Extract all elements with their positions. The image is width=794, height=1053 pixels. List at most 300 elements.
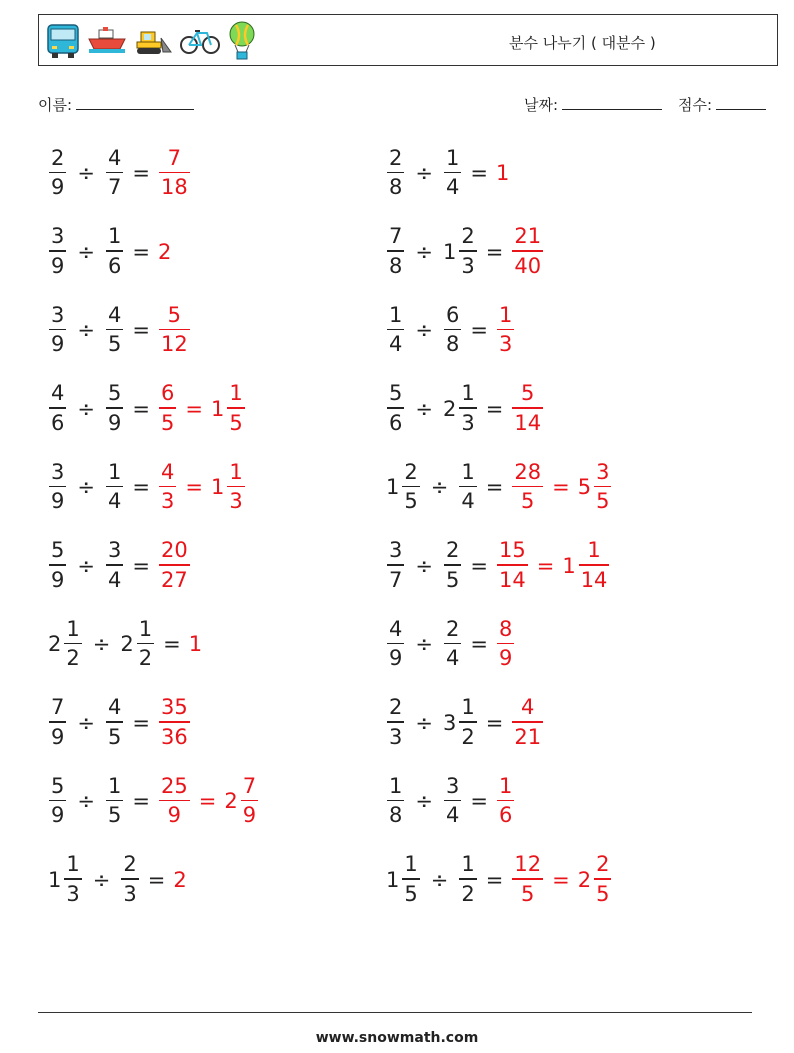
denominator: 9 (51, 724, 65, 749)
numerator: 2 (389, 695, 403, 720)
answer-value (509, 383, 546, 434)
numerator: 4 (160, 459, 175, 484)
numerator: 5 (389, 381, 403, 406)
divide-sign: ÷ (415, 239, 433, 264)
bus-icon (45, 22, 81, 60)
numerator: 5 (51, 773, 65, 798)
answer (171, 868, 186, 892)
fraction (106, 540, 123, 591)
dividend (46, 145, 69, 200)
whole-number: 1 (210, 475, 225, 499)
numerator: 1 (66, 852, 80, 877)
denominator: 9 (51, 253, 65, 278)
whole-number: 1 (562, 553, 576, 578)
equals-sign: = (485, 710, 504, 735)
equals-sign: = (470, 553, 488, 578)
denominator: 9 (51, 489, 65, 514)
worksheet-header (38, 14, 778, 66)
fraction (594, 854, 611, 905)
denominator: 14 (514, 410, 542, 435)
numerator: 3 (445, 773, 460, 798)
denominator: 3 (461, 410, 475, 435)
problem-item (384, 222, 546, 282)
answer-value (156, 302, 193, 357)
denominator: 5 (596, 881, 610, 906)
dividend (46, 302, 69, 357)
numerator: 3 (596, 459, 610, 484)
numerator: 1 (498, 773, 513, 798)
divide-sign: ÷ (430, 475, 449, 499)
fraction (387, 226, 404, 277)
divisor (103, 302, 126, 357)
whole-number: 1 (210, 396, 225, 421)
denominator: 5 (107, 332, 122, 357)
denominator: 9 (51, 567, 65, 592)
denominator: 9 (107, 410, 122, 435)
problem-item (46, 614, 202, 674)
equals-sign: = (132, 318, 150, 342)
divide-sign: ÷ (415, 318, 433, 342)
fraction (159, 697, 190, 748)
fraction (594, 459, 611, 514)
denominator: 3 (229, 489, 243, 514)
denominator: 6 (389, 410, 403, 435)
fraction (387, 773, 404, 828)
numerator: 1 (461, 695, 475, 720)
fraction (512, 459, 543, 514)
dividend (384, 773, 407, 828)
equals-sign: = (185, 396, 203, 421)
fraction (459, 383, 476, 434)
numerator: 4 (107, 145, 122, 170)
numerator: 5 (51, 538, 65, 563)
denominator: 7 (107, 175, 122, 200)
denominator: 8 (445, 332, 460, 357)
answer-value (576, 854, 615, 905)
whole-number: 1 (495, 161, 510, 185)
fraction (64, 854, 81, 905)
answer-value (494, 161, 509, 185)
divisor (118, 854, 141, 905)
fraction (49, 540, 66, 591)
numerator: 2 (445, 538, 460, 563)
denominator: 3 (498, 332, 513, 357)
problem-item (46, 693, 193, 753)
fraction (444, 616, 461, 671)
whole-number: 2 (173, 867, 187, 892)
equals-sign: = (132, 396, 150, 421)
divide-sign: ÷ (77, 553, 95, 578)
divide-sign: ÷ (92, 867, 111, 892)
numerator: 35 (160, 695, 188, 720)
equals-sign: = (147, 867, 166, 892)
divisor (103, 773, 126, 828)
answer-value (494, 540, 531, 591)
equals-sign: = (485, 239, 504, 264)
fraction (49, 145, 66, 200)
dividend (384, 383, 407, 434)
fraction (497, 773, 514, 828)
whole-number: 2 (48, 632, 62, 656)
fraction (49, 226, 66, 277)
problem-item (46, 536, 193, 596)
numerator: 20 (160, 538, 188, 563)
fraction (387, 145, 404, 200)
fraction (49, 697, 66, 748)
answer-value (509, 226, 546, 277)
answer-value (209, 459, 248, 514)
denominator: 5 (107, 724, 122, 749)
fraction (512, 383, 543, 434)
fraction (137, 616, 154, 671)
answer (494, 540, 612, 591)
denominator: 3 (389, 724, 403, 749)
numerator: 2 (596, 852, 610, 877)
fraction (106, 302, 123, 357)
name-label: 이름: (38, 96, 73, 114)
answer-value (509, 854, 546, 905)
numerator: 4 (107, 302, 122, 327)
whole-number: 1 (386, 475, 400, 499)
whole-number: 1 (386, 867, 400, 892)
divisor (456, 854, 479, 905)
fraction (402, 854, 419, 905)
denominator: 6 (51, 410, 65, 435)
fraction (387, 540, 404, 591)
answer-value (509, 697, 546, 748)
date-blank[interactable] (562, 95, 662, 110)
problem-item (384, 614, 517, 674)
footer-url: www.snowmath.com (315, 1030, 479, 1046)
dividend (46, 383, 69, 434)
dividend (384, 854, 423, 905)
numerator: 1 (107, 459, 122, 484)
fraction (497, 540, 528, 591)
answer-value (156, 240, 171, 264)
fraction (387, 697, 404, 748)
problem-item (46, 457, 248, 517)
date-label: 날짜: (524, 96, 559, 114)
answer-value (509, 459, 546, 514)
divisor (103, 383, 126, 434)
denominator: 9 (51, 175, 65, 200)
denominator: 5 (521, 489, 535, 514)
numerator: 7 (242, 773, 257, 798)
problem-item (46, 143, 193, 203)
numerator: 3 (389, 538, 403, 563)
answer-value (560, 540, 612, 591)
score-blank[interactable] (716, 95, 766, 110)
numerator: 1 (461, 459, 475, 484)
numerator: 7 (167, 145, 182, 170)
numerator: 4 (107, 695, 122, 720)
denominator: 4 (107, 567, 122, 592)
numerator: 1 (66, 616, 80, 641)
numerator: 6 (160, 381, 175, 406)
fraction (159, 459, 176, 514)
fraction (159, 773, 190, 828)
denominator: 5 (229, 410, 243, 435)
equals-sign: = (485, 867, 504, 892)
whole-number: 1 (48, 867, 62, 892)
equals-sign: = (163, 632, 181, 656)
fraction (497, 616, 514, 671)
numerator: 2 (404, 459, 418, 484)
numerator: 5 (107, 381, 122, 406)
divisor (441, 226, 480, 277)
answer (509, 459, 614, 514)
denominator: 9 (51, 332, 65, 357)
denominator: 6 (498, 803, 513, 828)
answer (494, 302, 517, 357)
divide-sign: ÷ (77, 789, 95, 813)
denominator: 4 (461, 489, 475, 514)
name-blank[interactable] (76, 95, 194, 110)
fraction (159, 383, 176, 434)
fraction (459, 854, 476, 905)
numerator: 1 (587, 538, 601, 563)
dividend (384, 302, 407, 357)
denominator: 5 (596, 489, 610, 514)
denominator: 9 (389, 646, 403, 671)
equals-sign: = (552, 475, 570, 499)
whole-number: 2 (120, 632, 134, 656)
answer-value (171, 868, 186, 892)
divisor (441, 145, 464, 200)
answer-value (222, 773, 261, 828)
fraction (444, 302, 461, 357)
answer (509, 697, 546, 748)
divisor (118, 616, 157, 671)
answer-value (494, 616, 517, 671)
divide-sign: ÷ (415, 161, 433, 185)
numerator: 1 (461, 381, 475, 406)
answer (509, 854, 614, 905)
fraction (159, 302, 190, 357)
fraction (106, 773, 123, 828)
numerator: 12 (514, 852, 542, 877)
equals-sign: = (552, 867, 570, 892)
header-icons (45, 21, 257, 61)
answer-value (156, 540, 193, 591)
denominator: 27 (160, 567, 188, 592)
dividend (46, 854, 85, 905)
equals-sign: = (470, 632, 488, 656)
fraction (459, 459, 476, 514)
numerator: 2 (51, 145, 65, 170)
fraction (106, 697, 123, 748)
answer-value (494, 773, 517, 828)
whole-number: 1 (442, 239, 457, 264)
numerator: 1 (498, 302, 513, 327)
answer-value (156, 459, 179, 514)
equals-sign: = (132, 789, 150, 813)
denominator: 2 (138, 646, 153, 671)
fraction (106, 383, 123, 434)
answer (494, 161, 509, 185)
problem-item (384, 536, 612, 596)
equals-sign: = (470, 318, 488, 342)
divisor (441, 383, 480, 434)
dividend (384, 540, 407, 591)
equals-sign: = (485, 396, 504, 421)
numerator: 4 (389, 616, 403, 641)
score-field (678, 94, 766, 115)
name-field (38, 94, 194, 115)
fraction (49, 459, 66, 514)
problem-item (46, 771, 261, 831)
equals-sign: = (132, 161, 150, 185)
denominator: 5 (160, 410, 175, 435)
divisor (441, 773, 464, 828)
answer-value (576, 459, 615, 514)
problem-item (46, 850, 187, 910)
worksheet-title: 분수 나누기 ( 대분수 ) (509, 34, 656, 52)
fraction (227, 383, 244, 434)
answer (494, 616, 517, 671)
fraction (444, 145, 461, 200)
equals-sign: = (132, 239, 150, 264)
denominator: 40 (514, 253, 542, 278)
equals-sign: = (470, 789, 488, 813)
divide-sign: ÷ (415, 710, 433, 735)
denominator: 36 (160, 724, 188, 749)
fraction (444, 540, 461, 591)
fraction (387, 616, 404, 671)
whole-number: 2 (224, 789, 238, 813)
divide-sign: ÷ (77, 396, 95, 421)
denominator: 8 (389, 175, 403, 200)
divide-sign: ÷ (415, 553, 433, 578)
equals-sign: = (132, 710, 150, 735)
fraction (459, 226, 476, 277)
problem-item (384, 143, 509, 203)
denominator: 7 (389, 567, 403, 592)
answer (509, 383, 546, 434)
fraction (49, 773, 66, 828)
answer (187, 632, 202, 656)
numerator: 2 (389, 145, 403, 170)
divisor (103, 459, 126, 514)
fraction (512, 697, 543, 748)
fraction (241, 773, 258, 828)
divide-sign: ÷ (77, 710, 95, 735)
answer (156, 383, 248, 434)
denominator: 5 (107, 803, 122, 828)
numerator: 3 (51, 224, 65, 249)
numerator: 3 (51, 459, 65, 484)
fraction (49, 383, 66, 434)
whole-number: 2 (577, 867, 592, 892)
divide-sign: ÷ (430, 867, 449, 892)
numerator: 8 (498, 616, 513, 641)
problem-item (384, 379, 546, 439)
answer (156, 240, 171, 264)
numerator: 1 (229, 459, 243, 484)
score-label: 점수: (678, 96, 713, 114)
denominator: 5 (521, 881, 535, 906)
divide-sign: ÷ (415, 789, 433, 813)
fraction (387, 383, 404, 434)
numerator: 1 (107, 224, 122, 249)
numerator: 25 (160, 773, 188, 798)
denominator: 3 (66, 881, 80, 906)
problem-item (46, 379, 248, 439)
problem-item (46, 222, 171, 282)
denominator: 14 (580, 567, 608, 592)
whole-number: 3 (442, 710, 457, 735)
problem-item (384, 300, 517, 360)
fraction (512, 226, 543, 277)
divide-sign: ÷ (415, 632, 433, 656)
divisor (441, 540, 464, 591)
fraction (106, 226, 123, 277)
fraction (497, 302, 514, 357)
fraction (579, 540, 610, 591)
denominator: 21 (514, 724, 542, 749)
dividend (384, 459, 423, 514)
answer-value (209, 383, 248, 434)
denominator: 5 (404, 489, 418, 514)
denominator: 2 (66, 646, 80, 671)
equals-sign: = (185, 475, 203, 499)
fraction (106, 145, 123, 200)
dividend (384, 697, 407, 748)
denominator: 4 (445, 175, 460, 200)
fraction (512, 854, 543, 905)
denominator: 8 (389, 253, 403, 278)
problem-item (384, 850, 614, 910)
divisor (441, 697, 480, 748)
fraction (159, 540, 190, 591)
divisor (441, 302, 464, 357)
denominator: 5 (404, 881, 418, 906)
whole-number: 2 (157, 239, 172, 264)
fraction (402, 459, 419, 514)
denominator: 9 (498, 646, 513, 671)
problem-item (384, 457, 614, 517)
ship-icon (87, 26, 127, 56)
answer-value (494, 302, 517, 357)
numerator: 1 (461, 852, 475, 877)
answer (156, 302, 193, 357)
denominator: 4 (389, 332, 403, 357)
date-field (524, 94, 662, 115)
answer-value (156, 773, 193, 828)
answer-value (156, 697, 193, 748)
fraction (64, 616, 81, 671)
dividend (46, 226, 69, 277)
answer (509, 226, 546, 277)
numerator: 21 (514, 224, 542, 249)
answer (156, 697, 193, 748)
numerator: 1 (404, 852, 418, 877)
denominator: 4 (445, 646, 460, 671)
footer-divider (38, 1012, 752, 1013)
numerator: 1 (445, 145, 460, 170)
answer-value (156, 383, 179, 434)
fraction (159, 145, 190, 200)
divide-sign: ÷ (77, 318, 95, 342)
fraction (459, 697, 476, 748)
numerator: 1 (229, 381, 243, 406)
answer (156, 145, 193, 200)
denominator: 3 (461, 253, 475, 278)
hot-air-balloon-icon (227, 21, 257, 61)
equals-sign: = (132, 553, 150, 578)
numerator: 4 (521, 695, 535, 720)
dividend (46, 697, 69, 748)
